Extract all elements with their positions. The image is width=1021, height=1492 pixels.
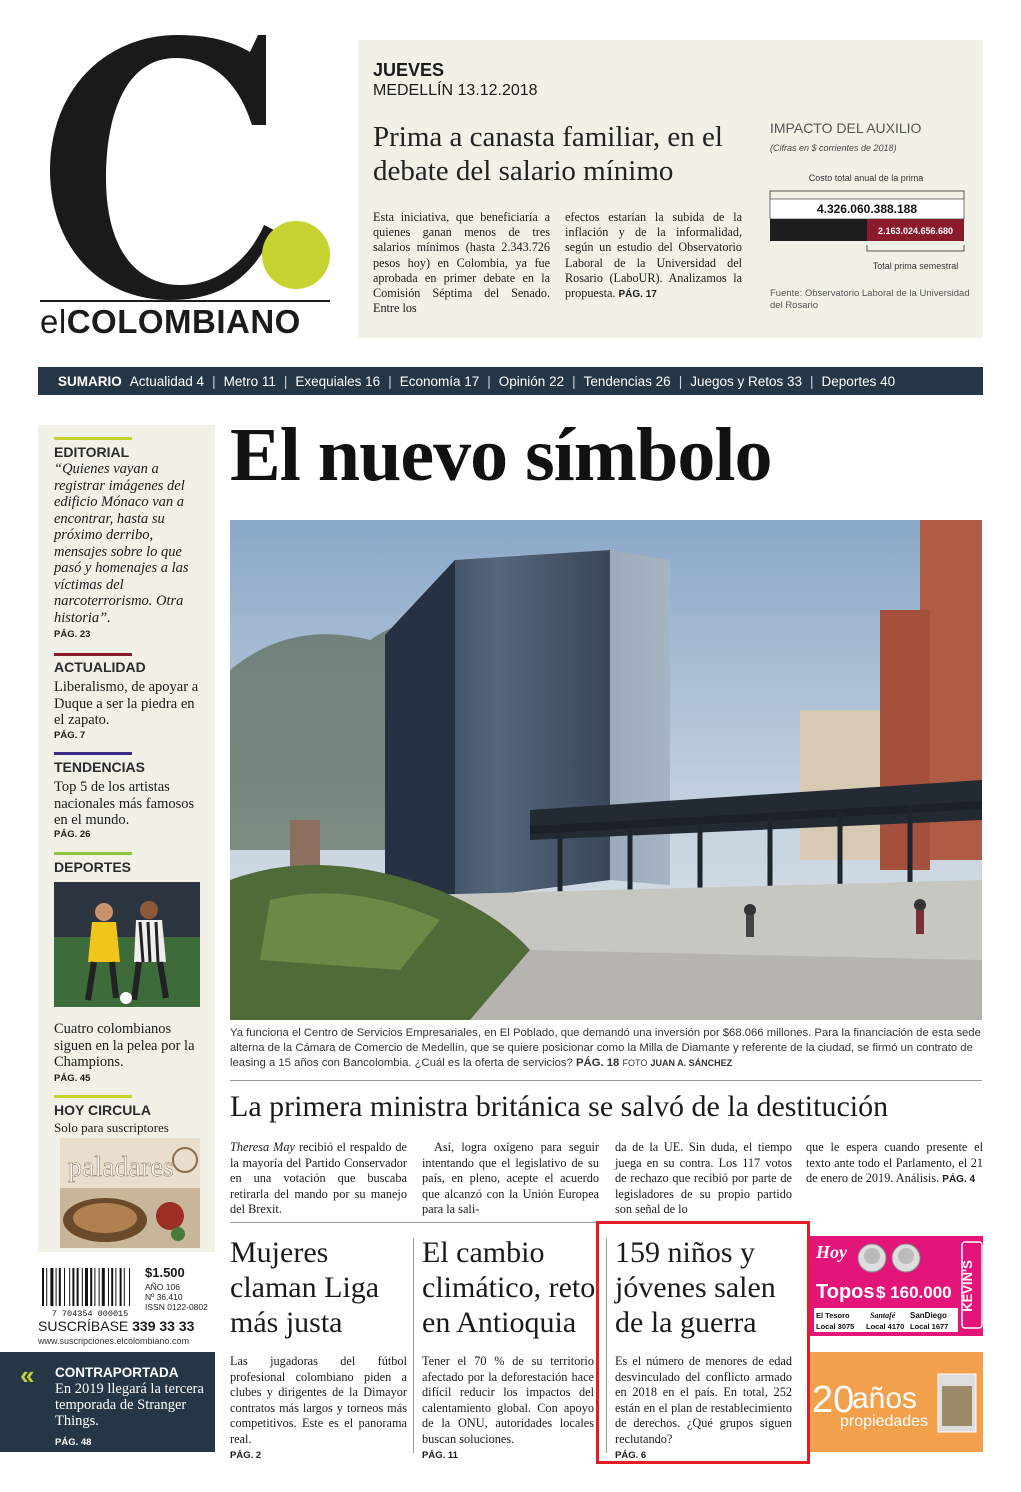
editorial-rule	[54, 437, 132, 440]
contraportada-head[interactable]: CONTRAPORTADA	[55, 1365, 179, 1380]
hoy-rule	[54, 1095, 132, 1098]
hoy-head[interactable]: HOY CIRCULA	[54, 1102, 151, 1118]
deportes-page: PÁG. 45	[54, 1073, 91, 1084]
tendencias-text: Top 5 de los artistas nacionales más famosos en el mundo.	[54, 779, 195, 828]
barcode-bar	[124, 1268, 125, 1306]
barcode-bar	[56, 1268, 57, 1306]
svg-text:Local 1677: Local 1677	[910, 1322, 949, 1331]
sumario-item[interactable]: Juegos y Retos 33	[690, 373, 803, 389]
barcode-bar	[102, 1268, 105, 1306]
barcode-bar	[50, 1268, 53, 1306]
sumario-bar: SUMARIO Actualidad 4 | Metro 11 | Exequiales 16 | Economía 17 | Opinión 22 | Tendencias 26 | Juegos y Retos 33 | Deportes 40	[38, 367, 983, 395]
actualidad-text: Liberalismo, de apoyar a Duque a ser la piedra en el zapato.	[54, 679, 199, 728]
svg-text:años: años	[852, 1382, 918, 1415]
barcode-bar	[94, 1268, 95, 1306]
may-col-2: Así, logra oxígeno para seguir intentando que el legislativo de su país, en pleno, acepte el acuerdo que alcanzó con la Unión Europea para la sali-	[422, 1140, 599, 1216]
edition-dateline: MEDELLÍN 13.12.2018	[373, 82, 538, 99]
barcode-bar	[115, 1268, 116, 1306]
svg-text:SanDiego: SanDiego	[910, 1311, 947, 1320]
hoy-text: Solo para suscriptores	[54, 1120, 169, 1135]
tendencias-head[interactable]: TENDENCIAS	[54, 759, 146, 775]
tendencias-rule	[54, 752, 132, 755]
chart-category-label-2: Total prima semestral	[872, 261, 959, 271]
editorial-text: “Quienes vayan a registrar imágenes del edificio Mónaco van a encontrar, hasta su próximo derribo, mensajes sobre lo que pasó y homenajes a las víctimas del narcoterrorismo. Otra historia”.	[54, 461, 189, 626]
svg-text:Local 3075: Local 3075	[816, 1322, 855, 1331]
caption-page: PÁG. 18	[576, 1057, 620, 1069]
tendencias-page: PÁG. 26	[54, 829, 91, 840]
svg-text:Local 4170: Local 4170	[866, 1322, 905, 1331]
story-2-headline[interactable]: El cambio climático, reto en Antioquia	[422, 1236, 596, 1339]
svg-text:20: 20	[812, 1379, 855, 1421]
logo-rule	[40, 300, 330, 302]
main-headline[interactable]: El nuevo símbolo	[230, 413, 772, 497]
propiedades-ad[interactable]	[810, 1352, 983, 1452]
auxilio-chart	[766, 165, 971, 275]
barcode-bar	[85, 1268, 88, 1306]
kevins-ad[interactable]	[810, 1236, 983, 1336]
actualidad-head[interactable]: ACTUALIDAD	[54, 659, 146, 675]
barcode-bar	[72, 1268, 74, 1306]
chart-bar-total-fill	[770, 219, 867, 241]
sumario-item[interactable]: Metro 11	[223, 373, 276, 389]
chart-bracket-top	[770, 191, 964, 199]
sumario-item[interactable]: Deportes 40	[821, 373, 896, 389]
sumario-item[interactable]: Tendencias 26	[583, 373, 671, 389]
barcode-bar	[64, 1268, 65, 1306]
price: $1.500	[145, 1265, 185, 1280]
chart-source: Fuente: Observatorio Laboral de la Universidad del Rosario	[770, 288, 970, 311]
actualidad-page: PÁG. 7	[54, 730, 86, 741]
barcode-bar	[90, 1268, 92, 1306]
subscribe-line[interactable]: SUSCRÍBASE 339 33 33	[38, 1318, 195, 1334]
issue-info: AÑO 106 Nº 36.410 ISSN 0122-0802	[145, 1282, 208, 1312]
barcode-bar	[129, 1268, 130, 1306]
may-col-3: da de la UE. Sin duda, el tiempo juega en su contra. Los 117 votos de rechazo que recibió por parte de legisladores de su propio partido son señal de lo	[615, 1140, 792, 1216]
svg-text:Topos: Topos	[816, 1281, 875, 1303]
svg-text:KEVIN'S: KEVIN'S	[960, 1260, 975, 1312]
chart-value-label-2: 2.163.024.656.680	[877, 226, 954, 236]
barcode-bar	[77, 1268, 79, 1306]
barcode-bar	[120, 1268, 122, 1306]
story-2-text: Tener el 70 % de su territorio afectado por la deforestación hace difícil reducir los impactos del calentamiento global. Con apoyo de la ONU, autoridades locales buscan soluciones. PÁG. 11	[422, 1354, 594, 1461]
barcode-bar	[42, 1268, 44, 1306]
svg-text:$ 160.000: $ 160.000	[876, 1283, 952, 1302]
contraportada-text: En 2019 llegará la tercera temporada de Stranger Things.	[55, 1381, 204, 1429]
top-story-col-1: Esta iniciativa, que beneficiaría a quienes ganan menos de tres salarios mínimos (hasta 2.343.726 pesos hoy) en Colombia, ya fue aprobada en primer debate en la Comisión Séptima del Senado. Entre los	[373, 210, 550, 316]
story-1-headline[interactable]: Mujeres claman Liga más justa	[230, 1236, 380, 1339]
top-story-col-2: efectos estarían la subida de la inflación y de la informalidad, según un estudio del Observatorio Laboral de la Universidad del Rosario (LaboUR). Analizamos la propuesta. PÁG. 17	[565, 210, 742, 301]
barcode	[38, 1266, 143, 1318]
chart-subtitle: (Cifras en $ corrientes de 2018)	[770, 143, 897, 153]
may-headline[interactable]: La primera ministra británica se salvó de la destitución	[230, 1090, 889, 1123]
story-1-text: Las jugadoras del fútbol profesional colombiano piden a clubes y dirigentes de la Dimayor contratos más largos y torneos más competitivos. Este es el panorama real. PÁG. 2	[230, 1354, 407, 1461]
barcode-bar	[108, 1268, 109, 1306]
svg-text:7 704354 000015: 7 704354 000015	[51, 1309, 129, 1318]
svg-text:propiedades: propiedades	[840, 1413, 929, 1430]
barcode-bar	[59, 1268, 61, 1306]
paladares-title: paladares	[68, 1152, 174, 1183]
deportes-photo[interactable]	[54, 882, 200, 1007]
chart-title: IMPACTO DEL AUXILIO	[770, 120, 922, 136]
svg-text:El Tesoro: El Tesoro	[816, 1311, 850, 1320]
subscribe-url[interactable]: www.suscripciones.elcolombiano.com	[38, 1336, 190, 1346]
story-3-headline[interactable]: 159 niños y jóvenes salen de la guerra	[615, 1236, 776, 1339]
sumario-label: SUMARIO	[58, 373, 122, 389]
svg-text:Hoy: Hoy	[816, 1242, 847, 1262]
editorial-head[interactable]: EDITORIAL	[54, 444, 130, 460]
story-3-text: Es el número de menores de edad desvinculado del conflicto armado en 2018 en el país. En total, 252 están en el plan de restablecimiento de derechos. ¿Qué grupos siguen reclutando? PÁG. 6	[615, 1354, 792, 1461]
top-headline[interactable]: Prima a canasta familiar, en el debate del salario mínimo	[373, 121, 723, 187]
chart-bracket-bottom	[867, 245, 964, 251]
may-col-4: que le espera cuando presente el texto ante todo el Parlamento, el 21 de enero de 2019. Análisis. PÁG. 4	[806, 1140, 983, 1185]
photo-caption: Ya funciona el Centro de Servicios Empresariales, en El Poblado, que demandó una inversión por $68.066 millones. Para la financiación de esta sede alterna de la Cámara de Comercio de Medellín, que se quiere posicionar como la Milla de Diamante y referente de la ciudad, se firmó un contrato de leasing a 15 años con Bancolombia. ¿Cuál es la oferta de servicios? PÁG. 18 FOTO JUAN A. SÁNCHEZ	[230, 1027, 981, 1069]
chevron-left-icon: «	[20, 1360, 35, 1390]
contraportada-page: PÁG. 48	[55, 1437, 92, 1448]
editorial-page: PÁG. 23	[54, 629, 91, 640]
caption-rule	[230, 1080, 982, 1081]
sumario-item[interactable]: Actualidad 4	[129, 373, 205, 389]
deportes-text: Cuatro colombianos siguen en la pelea por la Champions.	[54, 1021, 195, 1070]
sumario-item[interactable]: Exequiales 16	[295, 373, 381, 389]
barcode-bar	[46, 1268, 47, 1306]
edition-day: JUEVES	[373, 60, 445, 80]
may-col-1: Theresa May recibió el respaldo de la mayoría del Partido Conservador en una votación que buscaba retirarla del mando por su manejo del Brexit.	[230, 1140, 408, 1216]
barcode-bar	[99, 1268, 100, 1306]
barcode-bar	[111, 1268, 113, 1306]
actualidad-rule	[54, 653, 132, 656]
highlight-box	[596, 1221, 810, 1464]
barcode-bar	[69, 1268, 70, 1306]
sumario-item[interactable]: Opinión 22	[498, 373, 565, 389]
deportes-rule	[54, 852, 132, 855]
main-photo-building[interactable]	[230, 520, 982, 1020]
photo-credit: JUAN A. SÁNCHEZ	[650, 1058, 733, 1068]
chart-category-label-1: Costo total anual de la prima	[808, 173, 924, 183]
deportes-head[interactable]: DEPORTES	[54, 859, 132, 875]
chart-value-label-1: 4.326.060.388.188	[816, 202, 918, 216]
logo-dot	[262, 221, 330, 289]
sumario-item[interactable]: Economía 17	[399, 373, 480, 389]
svg-text:Santafé: Santafé	[870, 1311, 896, 1320]
logo-c	[38, 30, 338, 300]
paladares-magazine[interactable]	[60, 1138, 200, 1248]
barcode-bar	[82, 1268, 83, 1306]
top-story-page: PÁG. 17	[618, 289, 657, 301]
column-divider	[413, 1238, 414, 1453]
logo-wordmark[interactable]: elCOLOMBIANO	[40, 303, 301, 340]
